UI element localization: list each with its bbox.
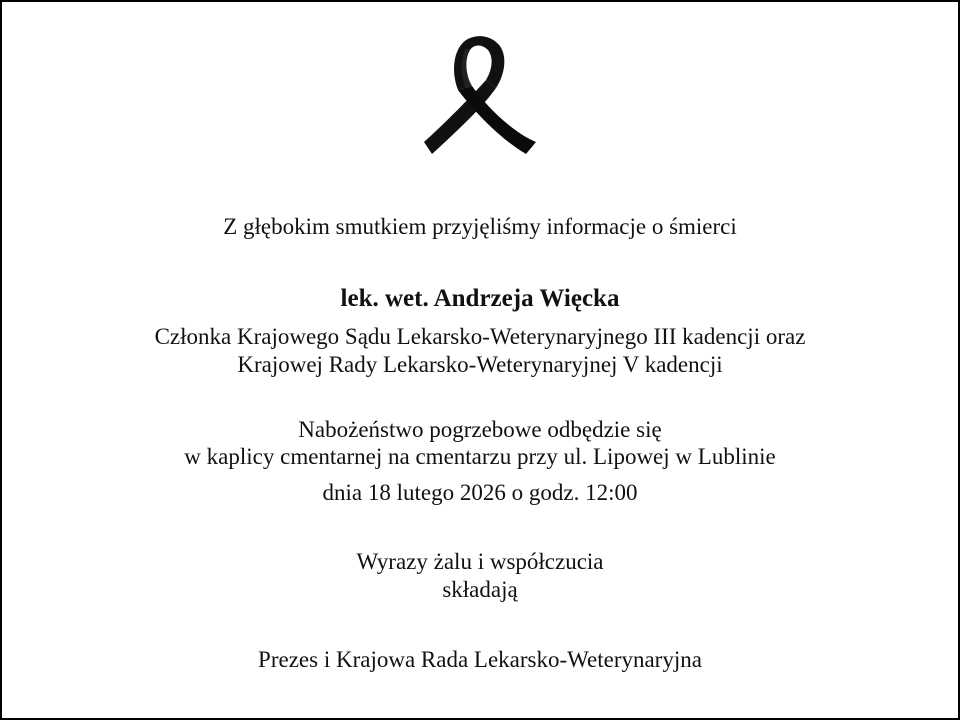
condolence-line-1: Wyrazy żalu i współczucia bbox=[356, 549, 604, 574]
service-date: dnia 18 lutego 2026 o godz. 12:00 bbox=[322, 480, 638, 505]
deceased-name: lek. wet. Andrzeja Więcka bbox=[340, 285, 620, 312]
signature: Prezes i Krajowa Rada Lekarsko-Weterynaryjna bbox=[258, 647, 702, 672]
condolence-line-2: składają bbox=[442, 577, 518, 602]
service-line-2: w kaplicy cmentarnej na cmentarzu przy ul. Lipowej w Lublinie bbox=[184, 444, 776, 469]
role-line-1: Członka Krajowego Sądu Lekarsko-Weterynaryjnego III kadencji oraz bbox=[154, 324, 806, 349]
intro-text: Z głębokim smutkiem przyjęliśmy informacje o śmierci bbox=[223, 214, 737, 239]
service-line-1: Nabożeństwo pogrzebowe odbędzie się bbox=[298, 417, 662, 442]
role-line-2: Krajowej Rady Lekarsko-Weterynaryjnej V kadencji bbox=[237, 352, 723, 377]
mourning-ribbon-icon bbox=[420, 30, 538, 158]
